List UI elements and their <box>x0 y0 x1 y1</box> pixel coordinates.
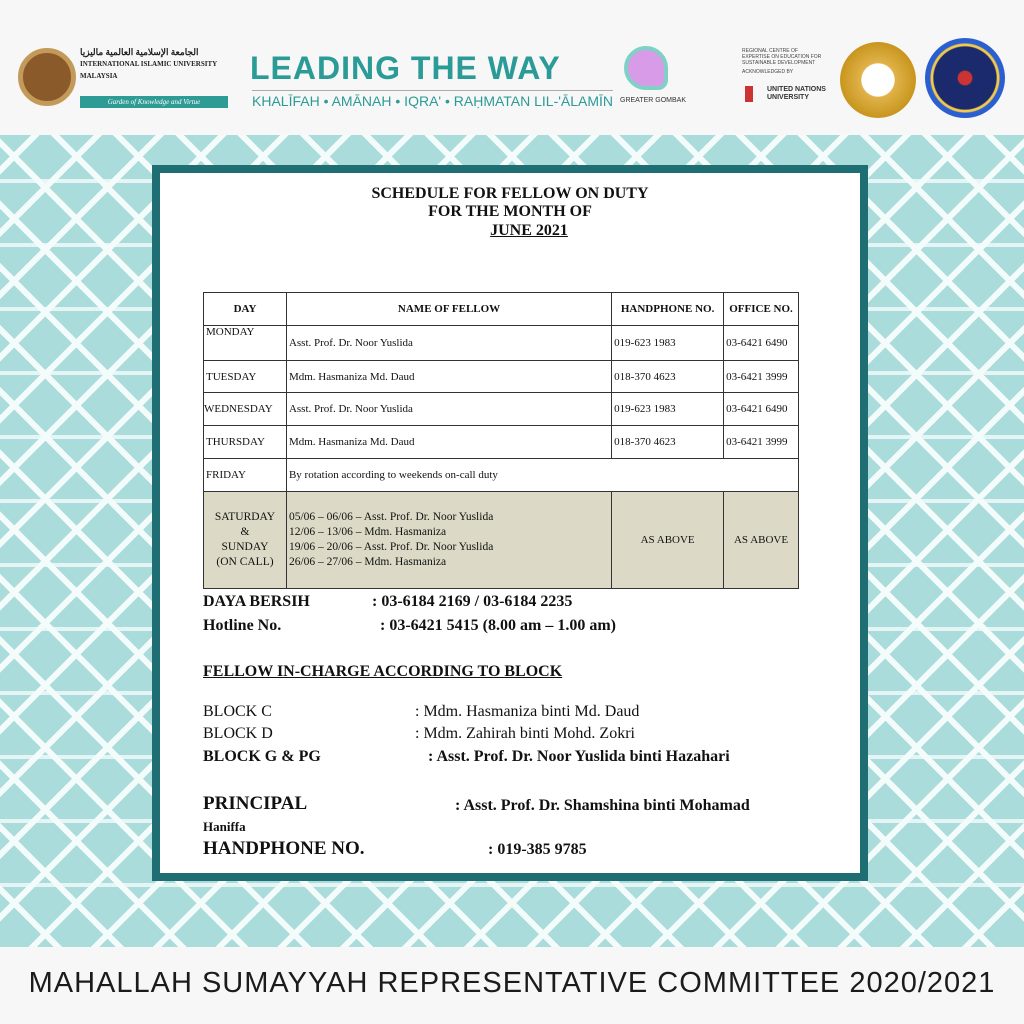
table-row <box>204 326 799 361</box>
principal-value-cont: Haniffa <box>203 819 246 834</box>
hp-cell: 019-623 1983 <box>612 326 724 361</box>
doc-subtitle: FOR THE MONTH OF <box>428 203 592 220</box>
hp-cell: 019-623 1983 <box>612 393 724 426</box>
hotline-value: : 03-6421 5415 (8.00 am – 1.00 am) <box>380 617 616 634</box>
office-cell: 03-6421 6490 <box>724 326 799 361</box>
blue-seal-logo <box>925 38 1005 118</box>
weekend-hp-cell: AS ABOVE <box>612 492 724 589</box>
doc-title: SCHEDULE FOR FELLOW ON DUTY <box>371 185 649 202</box>
name-cell: Asst. Prof. Dr. Noor Yuslida <box>286 326 611 361</box>
footer <box>0 947 1024 1024</box>
iium-english: INTERNATIONAL ISLAMIC UNIVERSITY MALAYSIA <box>80 60 217 80</box>
handphone-value: : 019-385 9785 <box>488 841 587 858</box>
weekend-line: 12/06 – 13/06 – Mdm. Hasmaniza <box>288 526 447 538</box>
day-line: SATURDAY <box>214 511 276 523</box>
iium-name <box>80 46 230 82</box>
day-cell: FRIDAY <box>204 459 287 492</box>
weekend-day-cell <box>204 492 287 589</box>
iium-tagline: Garden of Knowledge and Virtue <box>80 96 228 108</box>
principal-label: PRINCIPAL <box>203 793 308 814</box>
table-row-friday <box>204 459 799 492</box>
day-cell: THURSDAY <box>204 426 287 459</box>
hotline-label: Hotline No. <box>203 617 282 634</box>
daya-value: : 03-6184 2169 / 03-6184 2235 <box>372 593 573 610</box>
weekend-office-cell: AS ABOVE <box>724 492 799 589</box>
day-cell: MONDAY <box>204 326 287 361</box>
weekend-line: 26/06 – 27/06 – Mdm. Hasmaniza <box>288 556 447 568</box>
day-line: (ON CALL) <box>216 556 274 568</box>
weekend-line: 19/06 – 20/06 – Asst. Prof. Dr. Noor Yuslida <box>288 541 494 553</box>
day-line: SUNDAY <box>221 541 269 553</box>
office-cell: 03-6421 3999 <box>724 426 799 459</box>
greater-gombak-logo <box>624 46 668 90</box>
friday-note: By rotation according to weekends on-call duty <box>286 459 798 492</box>
block-value: : Asst. Prof. Dr. Noor Yuslida binti Hazahari <box>428 748 730 765</box>
name-cell: Mdm. Hasmaniza Md. Daud <box>286 361 611 393</box>
office-cell: 03-6421 3999 <box>724 361 799 393</box>
table-row <box>204 426 799 459</box>
greater-gombak-label: GREATER GOMBAK <box>620 97 686 104</box>
col-day: DAY <box>204 293 287 326</box>
rce-text: REGIONAL CENTRE OF EXPERTISE ON EDUCATION FOR SUSTAINABLE DEVELOPMENT <box>742 48 822 66</box>
hp-cell: 018-370 4623 <box>612 426 724 459</box>
block-label: BLOCK G & PG <box>203 748 321 765</box>
rce-logo <box>742 48 822 75</box>
iium-logo <box>18 48 76 106</box>
values-line: KHALĪFAH • AMĀNAH • IQRA' • RAḤMATAN LIL-'ĀLAMĪN <box>252 90 613 109</box>
schedule-frame <box>152 165 868 881</box>
weekend-line: 05/06 – 06/06 – Asst. Prof. Dr. Noor Yuslida <box>288 511 494 523</box>
name-cell: Mdm. Hasmaniza Md. Daud <box>286 426 611 459</box>
acknowledged-text: ACKNOWLEDGED BY <box>742 69 794 75</box>
gold-seal-logo <box>840 42 916 118</box>
col-office: OFFICE NO. <box>724 293 799 326</box>
hp-cell: 018-370 4623 <box>612 361 724 393</box>
block-value: : Mdm. Zahirah binti Mohd. Zokri <box>415 725 635 742</box>
col-handphone: HANDPHONE NO. <box>612 293 724 326</box>
day-cell: TUESDAY <box>204 361 287 393</box>
office-cell: 03-6421 6490 <box>724 393 799 426</box>
block-label: BLOCK D <box>203 725 273 742</box>
table-row <box>204 361 799 393</box>
day-line: & <box>240 526 250 538</box>
name-cell: Asst. Prof. Dr. Noor Yuslida <box>286 393 611 426</box>
slogan: LEADING THE WAY <box>250 50 561 86</box>
iium-arabic: الجامعة الإسلامية العالمية ماليزيا <box>80 47 199 57</box>
principal-value: : Asst. Prof. Dr. Shamshina binti Mohamad <box>455 797 750 814</box>
doc-month: JUNE 2021 <box>490 222 568 239</box>
weekend-schedule-cell <box>286 492 611 589</box>
block-heading: FELLOW IN-CHARGE ACCORDING TO BLOCK <box>203 663 563 680</box>
handphone-label: HANDPHONE NO. <box>203 838 365 859</box>
header-banner <box>0 0 1024 135</box>
block-label: BLOCK C <box>203 703 272 720</box>
col-name: NAME OF FELLOW <box>286 293 611 326</box>
unu-logo: UNITED NATIONS UNIVERSITY <box>745 86 833 102</box>
block-value: : Mdm. Hasmaniza binti Md. Daud <box>415 703 640 720</box>
duty-table <box>203 292 799 589</box>
table-row-weekend <box>204 492 799 589</box>
day-cell: WEDNESDAY <box>204 393 287 426</box>
table-row <box>204 393 799 426</box>
daya-label: DAYA BERSIH <box>203 593 310 610</box>
footer-title: MAHALLAH SUMAYYAH REPRESENTATIVE COMMITTEE 2020/2021 <box>28 967 996 999</box>
schedule-document <box>160 173 860 873</box>
